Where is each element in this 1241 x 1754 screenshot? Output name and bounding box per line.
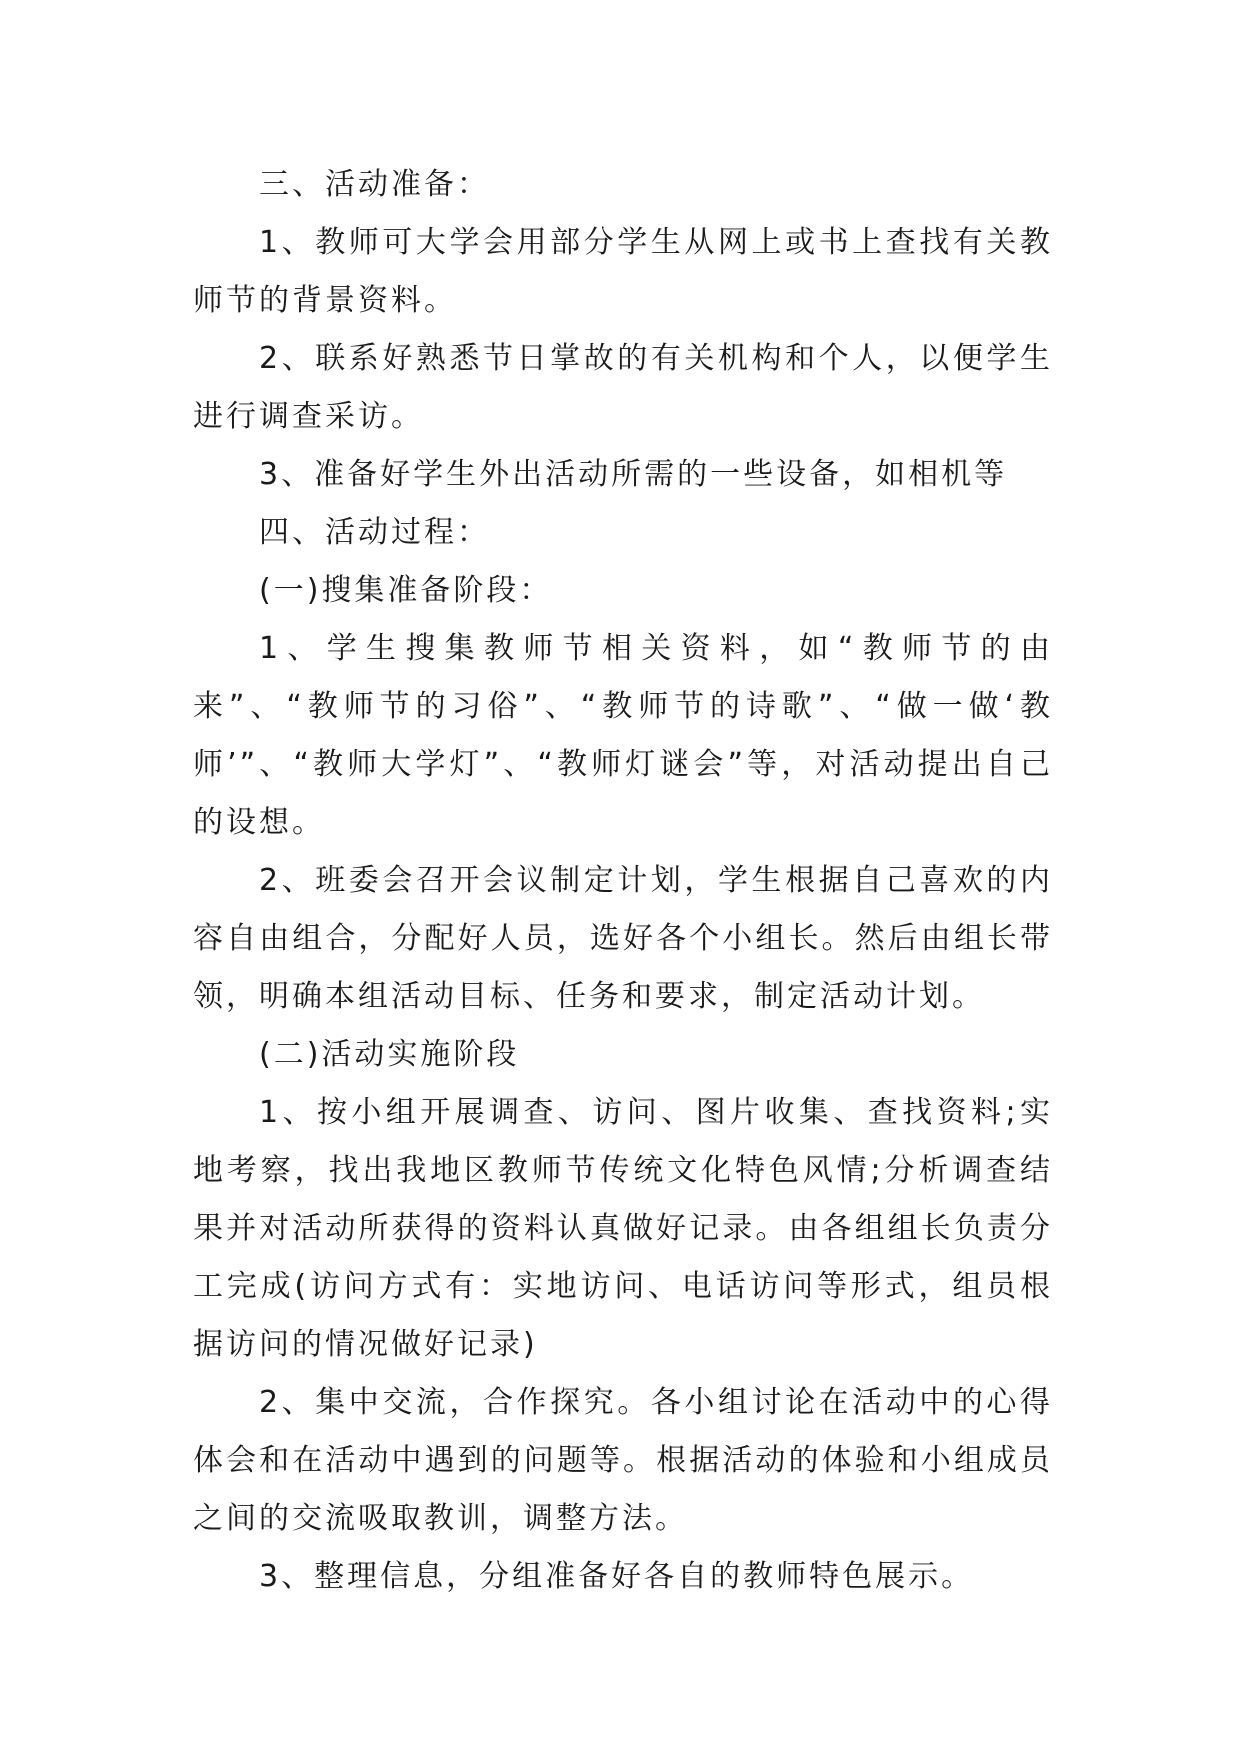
paragraph: 2、班委会召开会议制定计划，学生根据自己喜欢的内容自由组合，分配好人员，选好各个小组长。然后由组长带领，明确本组活动目标、任务和要求，制定活动计划。 (193, 863, 1053, 1014)
section-heading-process: 四、活动过程： (259, 515, 490, 550)
paragraph: 1、学生搜集教师节相关资料，如“教师节的由来”、“教师节的习俗”、“教师节的诗歌”、“做一做‘教师’”、“教师大学灯”、“教师灯谜会”等，对活动提出自己的设想。 (193, 631, 1053, 840)
paragraph: 3、整理信息，分组准备好各自的教师特色展示。 (259, 1559, 975, 1594)
paragraph: 2、联系好熟悉节日掌故的有关机构和个人，以便学生进行调查采访。 (193, 341, 1053, 434)
section-heading-preparation: 三、活动准备： (259, 167, 490, 202)
document-body (193, 156, 1053, 1606)
subsection-heading-collection: (一)搜集准备阶段： (259, 573, 553, 608)
paragraph: 2、集中交流，合作探究。各小组讨论在活动中的心得体会和在活动中遇到的问题等。根据活动的体验和小组成员之间的交流吸取教训，调整方法。 (193, 1385, 1053, 1536)
paragraph: 1、按小组开展调查、访问、图片收集、查找资料;实地考察，找出我地区教师节传统文化特色风情;分析调查结果并对活动所获得的资料认真做好记录。由各组组长负责分工完成(访问方式有：实地访问、电话访问等形式，组员根据访问的情况做好记录) (193, 1095, 1053, 1362)
subsection-heading-implementation: (二)活动实施阶段 (259, 1037, 520, 1072)
paragraph: 3、准备好学生外出活动所需的一些设备，如相机等 (259, 457, 1008, 492)
paragraph: 1、教师可大学会用部分学生从网上或书上查找有关教师节的背景资料。 (193, 225, 1053, 318)
